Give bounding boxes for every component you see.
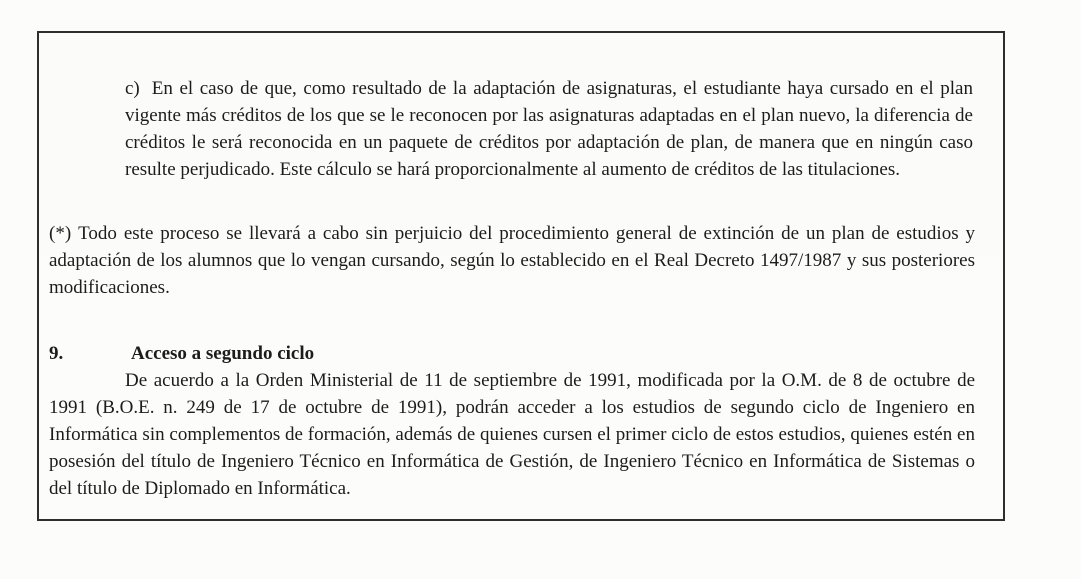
section-9-body <box>49 367 975 502</box>
list-item-marker-c: c) <box>125 78 140 99</box>
item-c-text: En el caso de que, como resultado de la adaptación de asignaturas, el estudiante haya cursado en el plan vigente más créditos de los que se le reconocen por las asignaturas adaptadas en el plan nuevo, la diferencia de créditos le será reconocida en un paquete de créditos por adaptación de plan, de manera que en ningún caso resulte perjudicado. Este cálculo se hará proporcionalmente al aumento de créditos de las titulaciones. <box>125 78 973 180</box>
section-9-body-text: De acuerdo a la Orden Ministerial de 11 de septiembre de 1991, modificada por la O.M. de 8 de octubre de 1991 (B.O.E. n. 249 de 17 de octubre de 1991), podrán acceder a los estudios de segundo ciclo de Ingeniero en Informática sin complementos de formación, además de quienes cursen el primer ciclo de estos estudios, quienes estén en posesión del título de Ingeniero Técnico en Informática de Gestión, de Ingeniero Técnico en Informática de Sistemas o del título de Diplomado en Informática. <box>49 370 975 499</box>
paragraph-footnote <box>49 220 975 301</box>
section-9-number: 9. <box>49 343 64 364</box>
footnote-marker: (*) <box>49 223 72 244</box>
section-9-title: Acceso a segundo ciclo <box>131 343 315 364</box>
document-page-border <box>37 31 1005 521</box>
section-9-heading <box>49 340 975 367</box>
paragraph-item-c <box>125 75 973 183</box>
footnote-text: Todo este proceso se llevará a cabo sin perjuicio del procedimiento general de extinción de un plan de estudios y adaptación de los alumnos que lo vengan cursando, según lo establecido en el Real Decreto 1497/1987 y sus posteriores modificaciones. <box>49 223 975 298</box>
